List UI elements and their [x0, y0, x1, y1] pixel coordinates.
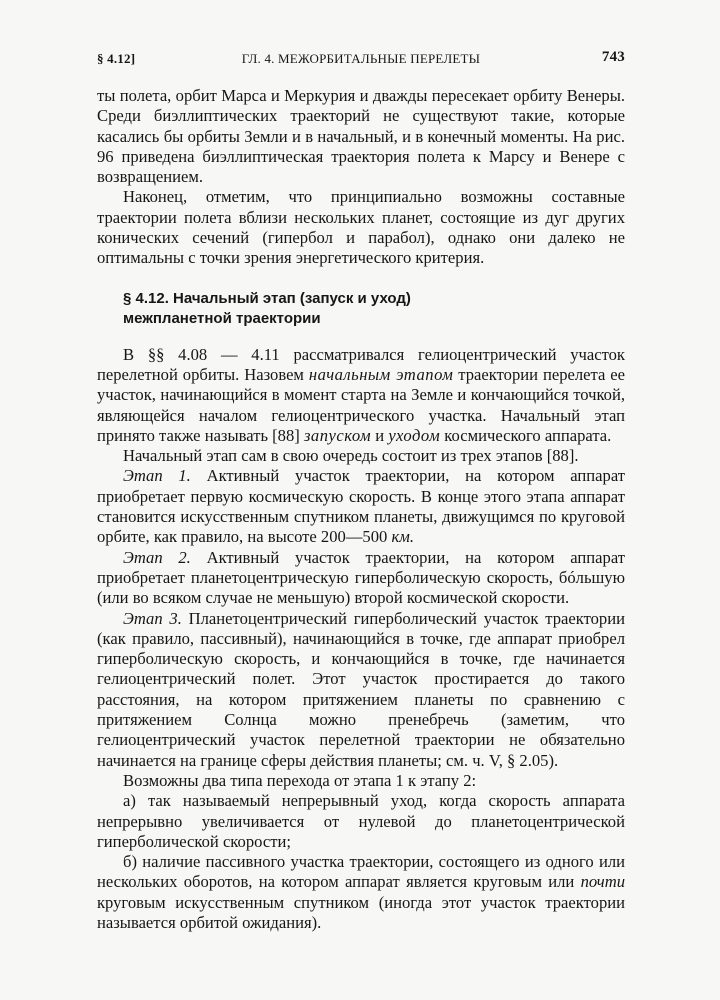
page-header [97, 49, 625, 69]
paragraph-three-stages: Начальный этап сам в свою очередь состоит из трех этапов [88]. [123, 446, 579, 466]
text-segment: траектории перелета ее участок, начинающийся в момент старта на Земле и кончающийся точкой, являющейся началом гелиоцентрического участка. Начальный этап принято также называть [88] [97, 364, 626, 445]
list-item-b [97, 852, 625, 933]
page-number: 743 [601, 49, 625, 65]
paragraph-stage-2 [97, 548, 625, 609]
section-heading [97, 289, 625, 329]
header-chapter-title: ГЛ. 4. МЕЖОРБИТАЛЬНЫЕ ПЕРЕЛЕТЫ [241, 51, 481, 66]
unit-label: км. [391, 527, 414, 547]
section-heading-line2: межпланетной траектории [123, 309, 321, 327]
text-segment: В §§ 4.08 — 4.11 рассматривался гелиоцентрический участок перелетной орбиты. Назовем [97, 344, 625, 384]
text-segment: Активный участок траектории, на котором аппарат приобретает планетоцентрическую гиперболическую скорость, бóльшую (или во всяком случае не меньшую) второй космической скорости. [97, 547, 626, 608]
paragraph-transition-types: Возможны два типа перехода от этапа 1 к этапу 2: [123, 770, 477, 790]
text-segment: Активный участок траектории, на котором аппарат приобретает первую космическую скорость. В конце этого этапа аппарат становится искусственным спутником планеты, движущимся по круговой орбите, как правило, на высоте 200—500 [97, 466, 626, 547]
text-segment: б) наличие пассивного участка траектории, состоящего из одного или нескольких оборотов, на котором аппарат является круговым или [97, 852, 625, 892]
page-body [97, 86, 625, 933]
paragraph-stage-1 [97, 466, 625, 547]
header-section-ref: § 4.12] [97, 51, 136, 66]
list-item-a: а) так называемый непрерывный уход, когда скорость аппарата непрерывно увеличивается от нулевой до планетоцентрической гиперболической скорости; [97, 791, 625, 851]
section-heading-line1: § 4.12. Начальный этап (запуск и уход) [123, 289, 411, 307]
text-segment: и [371, 425, 389, 445]
paragraph-stage-3 [97, 609, 625, 771]
text-segment: космического аппарата. [440, 425, 612, 445]
text-segment: круговым искусственным спутником (иногда этот участок траектории называется орбитой ожидания). [97, 892, 625, 932]
stage-label: Этап 1. [123, 466, 191, 486]
emphasis-term: начальным этапом [308, 364, 454, 384]
stage-label: Этап 3. [123, 608, 182, 628]
paragraph-continuation: ты полета, орбит Марса и Меркурия и дважды пересекает орбиту Венеры. Среди биэллиптических траекторий не существуют такие, которые касались бы орбиты Земли и в начальный, и в конечный моменты. На рис. 96 приведена биэллиптическая траектория полета к Марсу и Венере с возвращением. [97, 86, 625, 187]
emphasis-term: почти [580, 872, 625, 892]
emphasis-term: уходом [388, 425, 441, 445]
text-segment: Планетоцентрический гиперболический участок траектории (как правило, пассивный), начинающийся в точке, где аппарат приобрел гиперболическую скорость, и кончающийся в точке, где начинается гелиоцентрический полет. Этот участок простирается до такого расстояния, на котором притяжением планеты по сравнению с притяжением Солнца можно пренебречь (заметим, что гелиоцентрический участок перелетной траектории не обязательно начинается на границе сферы действия планеты; см. ч. V, § 2.05). [97, 608, 625, 770]
stage-label: Этап 2. [123, 547, 191, 567]
emphasis-term: запуском [303, 425, 372, 445]
paragraph-initial-stage [97, 345, 625, 446]
paragraph-composite-trajectories: Наконец, отметим, что принципиально возможны составные траектории полета вблизи нескольких планет, состоящие из дуг других конических сечений (гипербол и парабол), однако они далеко не оптимальны с точки зрения энергетического критерия. [97, 187, 625, 268]
